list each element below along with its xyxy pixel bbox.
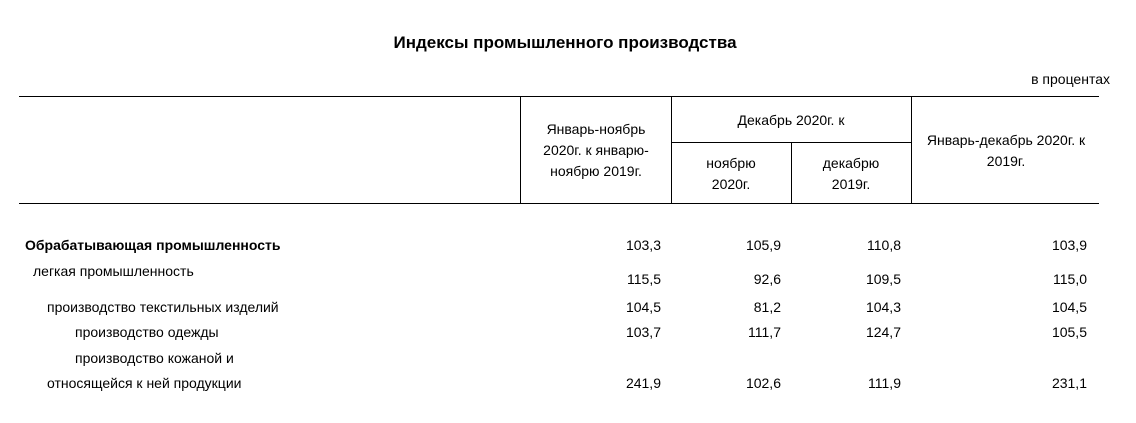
row-label-textiles: производство текстильных изделий [47,299,279,315]
row-label-leather-cont: относящейся к ней продукции [47,375,242,391]
table-cell: 109,5 [865,271,901,287]
table-cell: 103,7 [625,324,661,340]
row-label-clothing: производство одежды [75,324,219,340]
table-cell: 104,3 [865,299,901,315]
header-divider-3 [791,142,792,203]
table-cell: 241,9 [625,375,661,391]
row-label-manufacturing: Обрабатывающая промышленность [25,237,281,253]
table-cell: 124,7 [865,324,901,340]
header-divider-4 [911,96,912,203]
header-divider-1 [520,96,521,203]
row-label-leather: производство кожаной и [75,350,234,366]
table-cell: 102,6 [745,375,781,391]
header-december-group: Декабрь 2020г. к [737,112,845,128]
header-bottom-rule [19,203,1099,204]
table-top-rule [19,96,1099,97]
table-cell: 104,5 [1051,299,1087,315]
table-cell: 92,6 [753,271,781,287]
header-to-november: ноябрю 2020г. [706,155,756,192]
table-cell: 105,5 [1051,324,1087,340]
table-cell: 231,1 [1051,375,1087,391]
header-jan-nov: Январь-ноябрь 2020г. к январю-ноябрю 2019г. [543,121,649,179]
table-cell: 81,2 [753,299,781,315]
units-note: в процентах [1031,71,1110,87]
table-cell: 105,9 [745,237,781,253]
table-cell: 103,9 [1051,237,1087,253]
header-jan-dec: Январь-декабрь 2020г. к 2019г. [926,132,1086,169]
table-cell: 115,0 [1053,271,1087,287]
table-cell: 104,5 [625,299,661,315]
table-cell: 103,3 [625,237,661,253]
row-label-light-industry: легкая промышленность [33,263,194,279]
table-cell: 110,8 [867,237,901,253]
table-cell: 111,9 [868,375,901,391]
header-to-december: декабрю 2019г. [822,155,880,192]
table-cell: 115,5 [627,271,661,287]
group-header-rule [671,142,911,143]
table-cell: 111,7 [748,324,781,340]
page-title: Индексы промышленного производства [393,33,737,52]
